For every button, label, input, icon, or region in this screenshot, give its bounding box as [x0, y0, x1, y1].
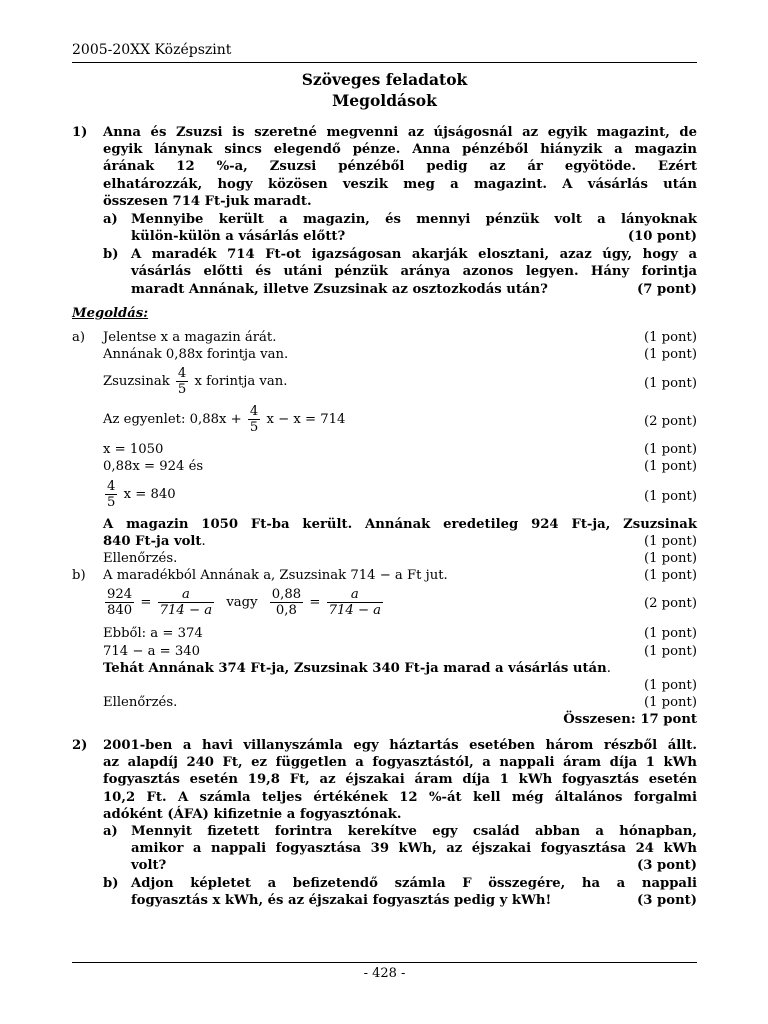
solution-step: 0,88x = 924 és [103, 459, 204, 474]
subq-b-points: (7 pont) [637, 282, 697, 297]
page-number: - 428 - [363, 966, 406, 981]
equation-part: 0,88x + [189, 412, 242, 427]
problem-2-line: fogyasztás esetén 19,8 Ft, az éjszakai áram díja 1 kWh fogyasztás esetén [103, 772, 697, 787]
step-points: (2 pont) [643, 596, 697, 611]
fraction-denominator: 714 − a [159, 603, 213, 618]
step-points: (1 pont) [643, 678, 697, 693]
fraction-numerator: 4 [249, 404, 259, 419]
solution-step: Ebből: a = 374 [103, 626, 203, 641]
problem-1-line: összesen 714 Ft-juk maradt. [103, 194, 312, 209]
step-points: (1 pont) [643, 695, 697, 710]
document-page [72, 0, 697, 1024]
step-points: (1 pont) [643, 534, 697, 549]
answer-line [103, 661, 611, 676]
subq-a-line: Mennyit fizetett forintra kerekítve egy család abban a hónapban, [131, 824, 697, 839]
step-text: Az egyenlet: [103, 412, 186, 427]
fraction-numerator: 4 [107, 479, 116, 494]
solution-b-label: b) [72, 568, 86, 583]
subq-b-label: b) [103, 876, 119, 891]
problem-2-number: 2) [72, 738, 88, 753]
step-points: (1 pont) [643, 376, 697, 391]
solution-step-fraction [103, 479, 176, 510]
step-text: Zsuzsinak [103, 374, 170, 389]
fraction-denominator: 714 − a [328, 603, 382, 618]
fraction [270, 587, 303, 618]
subq-b-label: b) [103, 247, 119, 262]
solution-step: A maradékból Annának a, Zsuzsinak 714 − a Ft jut. [103, 568, 448, 583]
problem-1-line: egyik lánynak sincs elegendő pénze. Anna pénzéből hiányzik a magazin [103, 142, 697, 157]
answer-text: 840 Ft-ja volt [103, 534, 202, 549]
fraction-denominator: 0,8 [275, 603, 297, 618]
fraction [176, 366, 188, 397]
fraction [105, 587, 134, 618]
problem-2-line: adóként (ÁFA) kifizetnie a fogyasztónak. [103, 807, 402, 822]
problem-2-line: az alapdíj 240 Ft, ez független a fogyasztástól, a nappali áram díja 1 kWh [103, 755, 697, 770]
fraction-numerator: 0,88 [271, 587, 302, 602]
equals-sign: = [140, 595, 152, 610]
subq-b-line: fogyasztás x kWh, és az éjszakai fogyasztás pedig y kWh! [131, 893, 552, 908]
subq-a-points: (3 pont) [637, 858, 697, 873]
problem-1-line: Anna és Zsuzsi is szeretné megvenni az újságosnál az egyik magazint, de [103, 125, 697, 140]
subq-a-line: amikor a nappali fogyasztása 39 kWh, az éjszakai fogyasztása 24 kWh [131, 841, 697, 856]
subq-a-line: külön-külön a vásárlás előtt? [131, 229, 346, 244]
step-points: (1 pont) [643, 626, 697, 641]
total-points: Összesen: 17 pont [563, 712, 697, 727]
subq-b-line: maradt Annának, illetve Zsuzsinak az osztozkodás után? [131, 282, 548, 297]
answer-line [103, 534, 206, 549]
solution-step: Jelentse x a magazin árát. [103, 330, 277, 345]
fraction-denominator: 5 [107, 495, 116, 510]
solution-step: x = 1050 [103, 442, 164, 457]
step-text: x forintja van. [194, 374, 288, 389]
fraction-denominator: 840 [107, 603, 133, 618]
step-points: (2 pont) [643, 414, 697, 429]
problem-1-line: árának 12 %-a, Zsuzsi pénzéből pedig az ár egyötöde. Ezért [103, 159, 697, 174]
fraction [105, 479, 117, 510]
fraction-denominator: 5 [177, 382, 187, 397]
subq-a-label: a) [103, 824, 118, 839]
section-subtitle: Megoldások [332, 91, 437, 110]
subq-b-line: A maradék 714 Ft-ot igazságosan akarják elosztani, azaz úgy, hogy a [131, 247, 697, 262]
problem-2-line: 10,2 Ft. A számla teljes értékének 12 %-át kell még általános forgalmi [103, 790, 697, 805]
solution-step-fraction [103, 366, 287, 397]
connector-text: vagy [226, 595, 258, 610]
problem-2-line: 2001-ben a havi villanyszámla egy háztartás esetében három részből állt. [103, 738, 697, 753]
footer-rule [72, 962, 697, 963]
subq-a-points: (10 pont) [627, 229, 697, 244]
solution-heading: Megoldás: [72, 306, 149, 321]
subq-a-line: volt? [131, 858, 167, 873]
fraction-denominator: 5 [249, 420, 259, 435]
solution-equation [103, 404, 345, 435]
section-title: Szöveges feladatok [301, 70, 468, 89]
fraction [248, 404, 260, 435]
step-points: (1 pont) [643, 459, 697, 474]
subq-b-line: Adjon képletet a befizetendő számla F összegére, ha a nappali [131, 876, 697, 891]
running-header: 2005-20XX Középszint [72, 42, 232, 58]
header-rule [72, 62, 697, 63]
step-points: (1 pont) [643, 330, 697, 345]
answer-period: . [606, 661, 611, 676]
fraction [158, 587, 214, 618]
solution-step: 714 − a = 340 [103, 644, 201, 659]
fraction-numerator: 924 [107, 587, 133, 602]
equation-part: x − x = 714 [266, 412, 346, 427]
step-points: (1 pont) [643, 489, 697, 504]
step-points: (1 pont) [643, 644, 697, 659]
step-points: (1 pont) [643, 568, 697, 583]
answer-period: . [201, 534, 206, 549]
solution-proportion [103, 587, 385, 618]
answer-text: Tehát Annának 374 Ft-ja, Zsuzsinak 340 Ft-ja marad a vásárlás után [103, 661, 607, 676]
step-points: (1 pont) [643, 442, 697, 457]
fraction-numerator: a [158, 587, 214, 603]
equals-sign: = [309, 595, 321, 610]
answer-line: A magazin 1050 Ft-ba került. Annának eredetileg 924 Ft-ja, Zsuzsinak [103, 517, 697, 532]
fraction [327, 587, 383, 618]
subq-a-line: Mennyibe került a magazin, és mennyi pénzük volt a lányoknak [131, 212, 697, 227]
problem-1-number: 1) [72, 125, 88, 140]
subq-b-line: vásárlás előtti és utáni pénzük aránya azonos legyen. Hány forintja [131, 264, 697, 279]
subq-a-label: a) [103, 212, 118, 227]
fraction-numerator: a [327, 587, 383, 603]
fraction-numerator: 4 [177, 366, 187, 381]
solution-step: Annának 0,88x forintja van. [103, 347, 289, 362]
solution-step: Ellenőrzés. [103, 695, 178, 710]
step-text: x = 840 [123, 487, 176, 502]
subq-b-points: (3 pont) [637, 893, 697, 908]
step-points: (1 pont) [643, 551, 697, 566]
solution-step: Ellenőrzés. [103, 551, 178, 566]
step-points: (1 pont) [643, 347, 697, 362]
solution-a-label: a) [72, 330, 86, 345]
problem-1-line: elhatározzák, hogy közösen veszik meg a magazint. A vásárlás után [103, 177, 697, 192]
